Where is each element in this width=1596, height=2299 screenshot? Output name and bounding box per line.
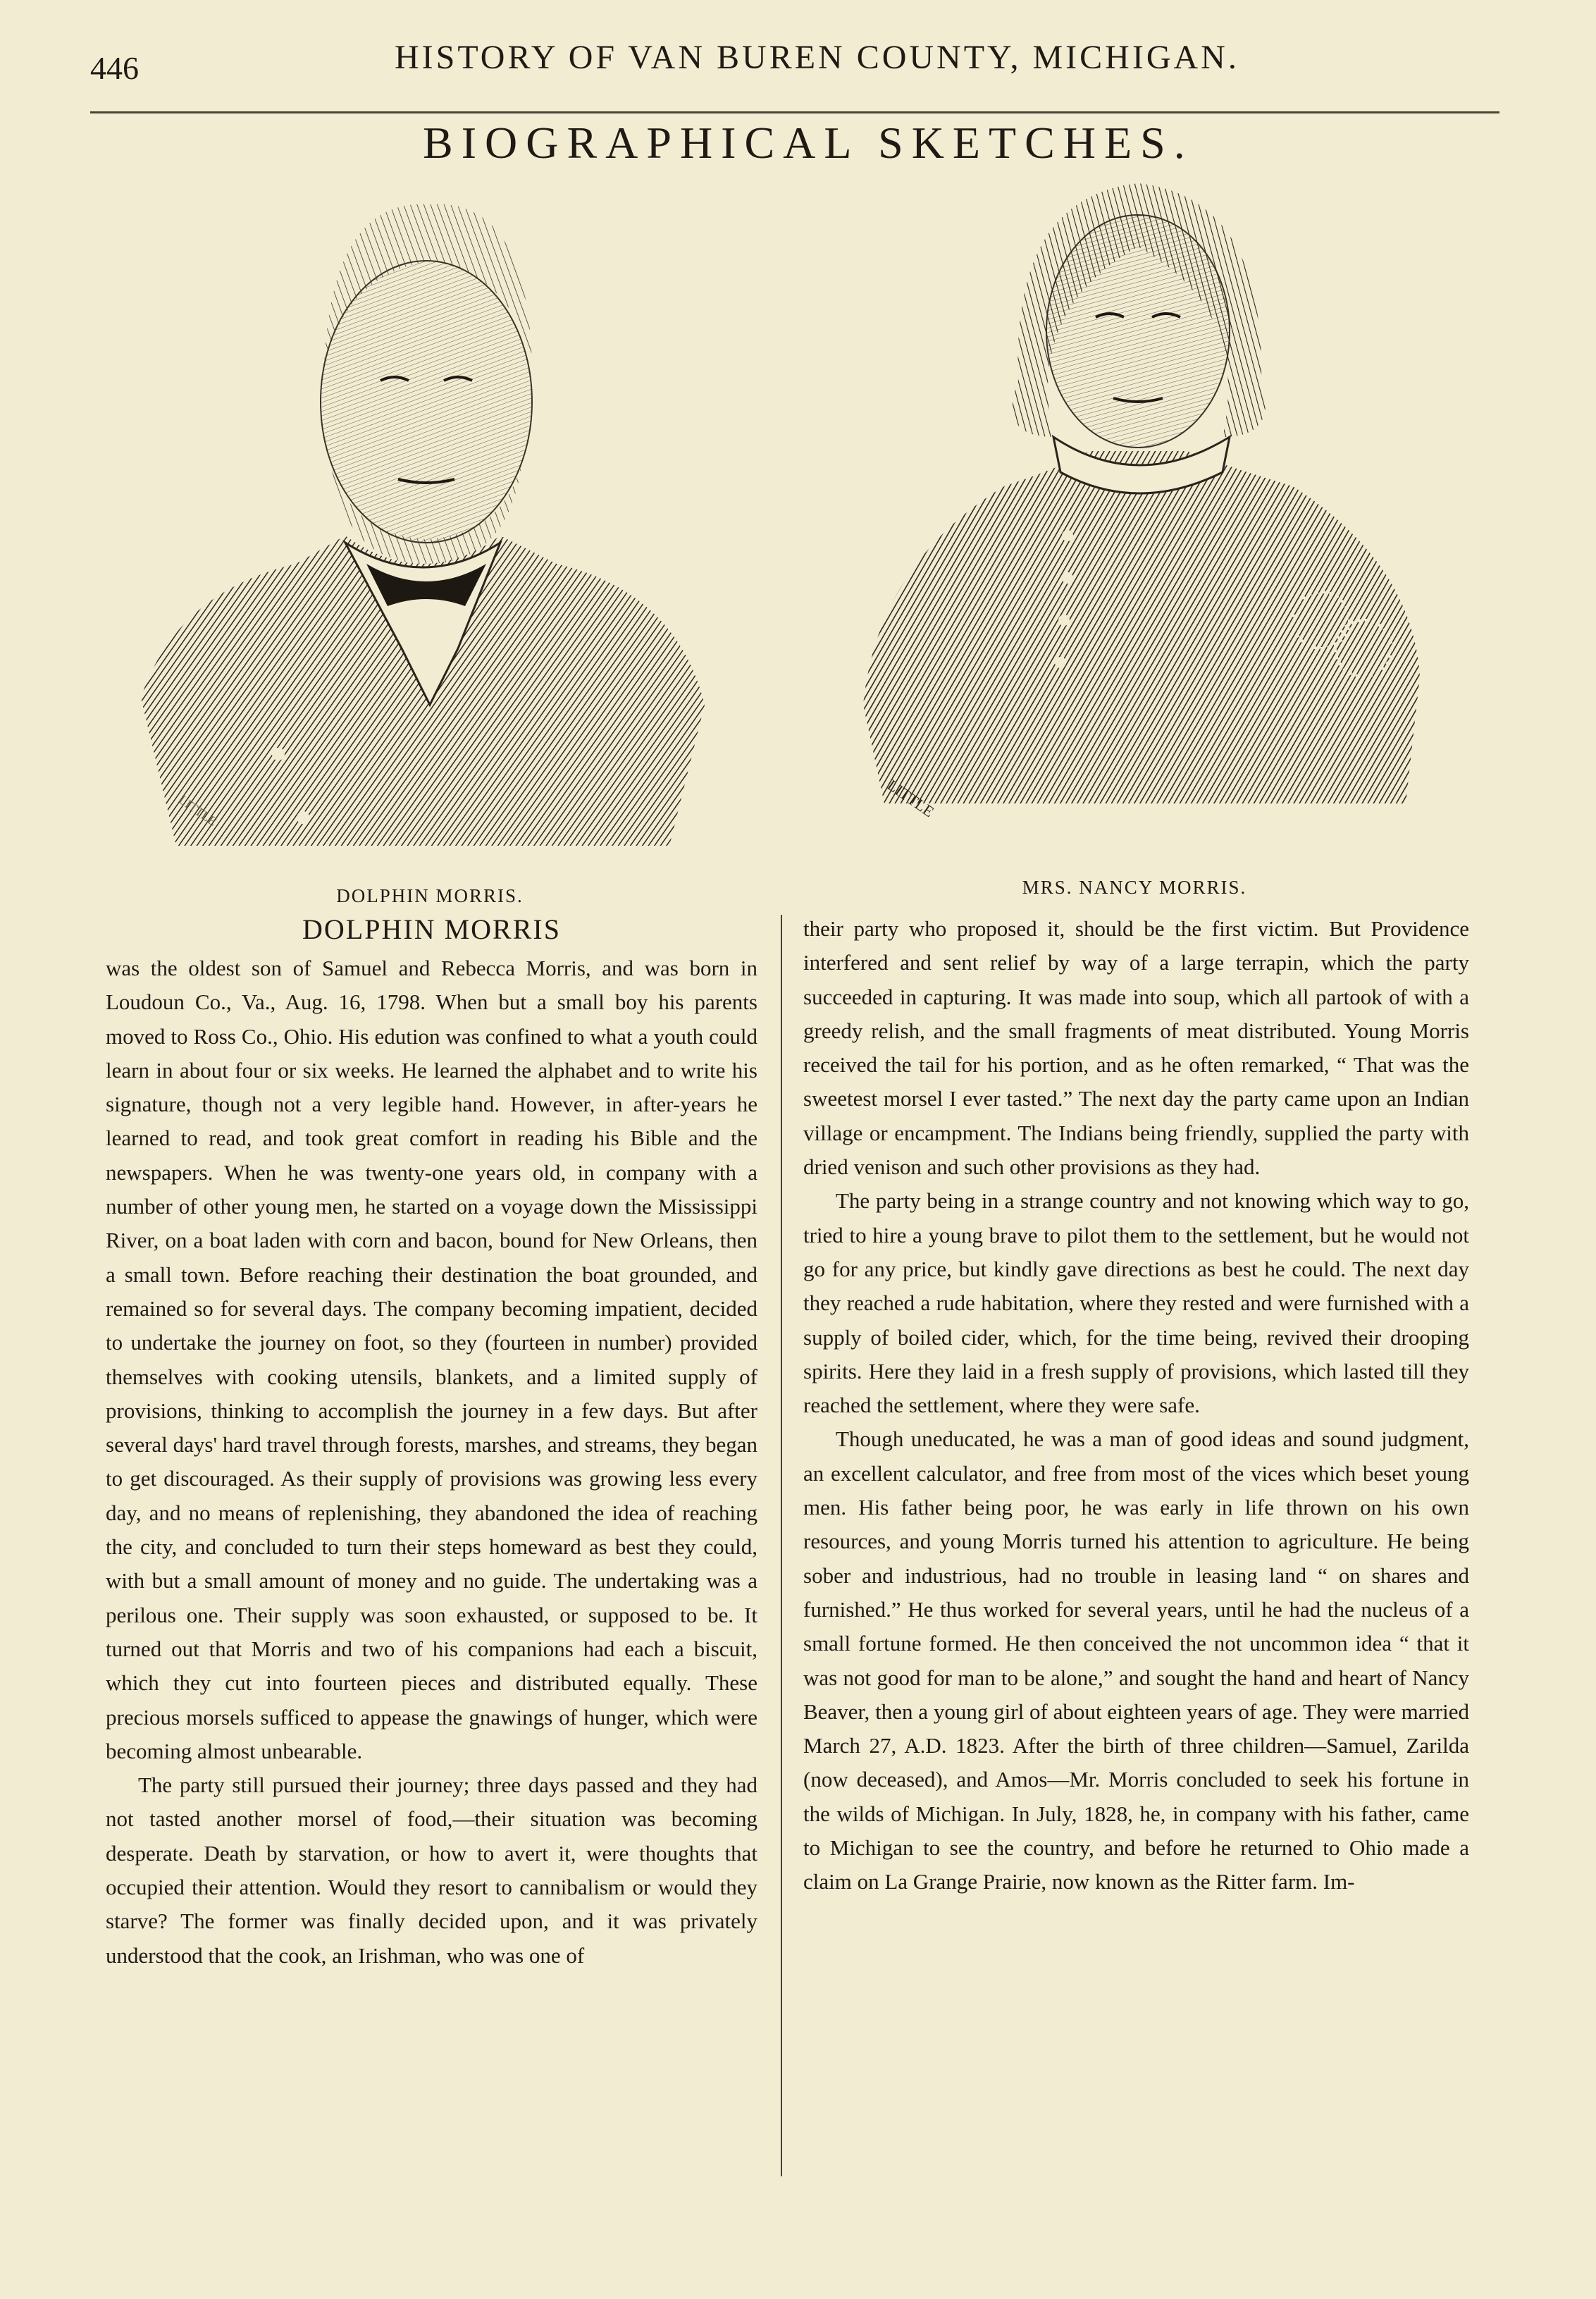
portrait-nancy-morris	[856, 169, 1427, 846]
article-heading: DOLPHIN MORRIS	[302, 913, 561, 945]
article-column-right	[803, 912, 1469, 1899]
paragraph: their party who proposed it, should be the first victim. But Providence interfered and sent relief by way of a large terrapin, which the party succeeded in capturing. It was made into soup, which all partook of with a greedy relish, and the small fragments of meat distributed. Young Morris received the tail for his portion, and as he often remarked, “ That was the sweetest morsel I ever tasted.” The next day the party came upon an Indian village or encampment. The Indians being friendly, supplied the party with dried venison and such other provisions as they had.	[803, 916, 1469, 1180]
page-number: 446	[90, 50, 139, 86]
paragraph: The party still pursued their journey; three days passed and they had not tasted another morsel of food,—their situation was becoming desperate. Death by starvation, or how to avert it, were thoughts that occupied their attention. Would they resort to cannibalism or would they starve? The former was finally decided upon, and it was privately understood that the cook, an Irishman, who was one of	[106, 1773, 757, 1968]
portrait-dolphin-morris-engraving	[134, 169, 719, 867]
paragraph: The party being in a strange country and not knowing which way to go, tried to hire a young brave to pilot them to the settlement, but he would not go for any price, but kindly gave directions as best he could. The next day they reached a rude habitation, where they rested and were furnished with a supply of boiled cider, which, for the time being, revived their drooping spirits. Here they laid in a fresh supply of provisions, which lasted till they reached the settlement, where they were safe.	[803, 1188, 1469, 1418]
engraver-mark-right: LITTLE	[884, 775, 938, 821]
portrait-nancy-morris-engraving	[856, 169, 1427, 846]
paragraph: was the oldest son of Samuel and Rebecca Morris, and was born in Loudoun Co., Va., Aug. 16, 1798. When but a small boy his parents moved to Ross Co., Ohio. His edution was confined to what a youth could learn in about four or six weeks. He learned the alphabet and to write his signature, though not a very legible hand. However, in after-years he learned to read, and took great comfort in reading his Bible and the newspapers. When he was twenty-one years old, in company with a number of other young men, he started on a voyage down the Mississippi River, on a boat laden with corn and bacon, bound for New Orleans, then a small town. Before reaching their destination the boat grounded, and remained so for several days. The company becoming impatient, decided to undertake the journey on foot, so they (fourteen in number) provided themselves with cooking utensils, blankets, and a limited supply of provisions, thinking to accomplish the journey in a few days. But after several days' hard travel through forests, marshes, and streams, they began to get discouraged. As their supply of provisions was growing less every day, and no means of replenishing, they abandoned the idea of reaching the city, and concluded to turn their steps homeward as best they could, with but a small amount of money and no guide. The undertaking was a perilous one. Their supply was soon exhausted, or supposed to be. It turned out that Morris and two of his companions had each a biscuit, which they cut into fourteen pieces and distributed equally. These precious morsels sufficed to appease the gnawings of hunger, which were becoming almost unbearable.	[106, 956, 757, 1763]
portrait-caption-left: DOLPHIN MORRIS.	[336, 885, 524, 906]
portrait-dolphin-morris	[134, 169, 719, 867]
portrait-caption-right: MRS. NANCY MORRIS.	[1022, 877, 1247, 898]
header-rule	[90, 111, 1499, 113]
paragraph: Though uneducated, he was a man of good ideas and sound judgment, an excellent calculator, and free from most of the vices which beset young men. His father being poor, he was early in life thrown on his own resources, and young Morris turned his attention to agriculture. He being sober and industrious, had no trouble in leasing land “ on shares and furnished.” He thus worked for several years, until he had the nucleus of a small fortune formed. He then conceived the not uncommon idea “ that it was not good for man to be alone,” and sought the hand and heart of Nancy Beaver, then a young girl of about eighteen years of age. They were married March 27, A.D. 1823. After the birth of three children—Samuel, Zarilda (now deceased), and Amos—Mr. Morris concluded to seek his fortune in the wilds of Michigan. In July, 1828, he, in company with his father, came to Michigan to see the country, and before he returned to Ohio made a claim on La Grange Prairie, now known as the Ritter farm. Im-	[803, 1426, 1469, 1894]
running-head: HISTORY OF VAN BUREN COUNTY, MICHIGAN.	[395, 39, 1239, 76]
engraver-mark-left: LITTLE	[176, 792, 220, 829]
column-divider	[781, 915, 782, 2176]
section-title: BIOGRAPHICAL SKETCHES.	[423, 118, 1194, 168]
article-column-left	[106, 951, 757, 1973]
